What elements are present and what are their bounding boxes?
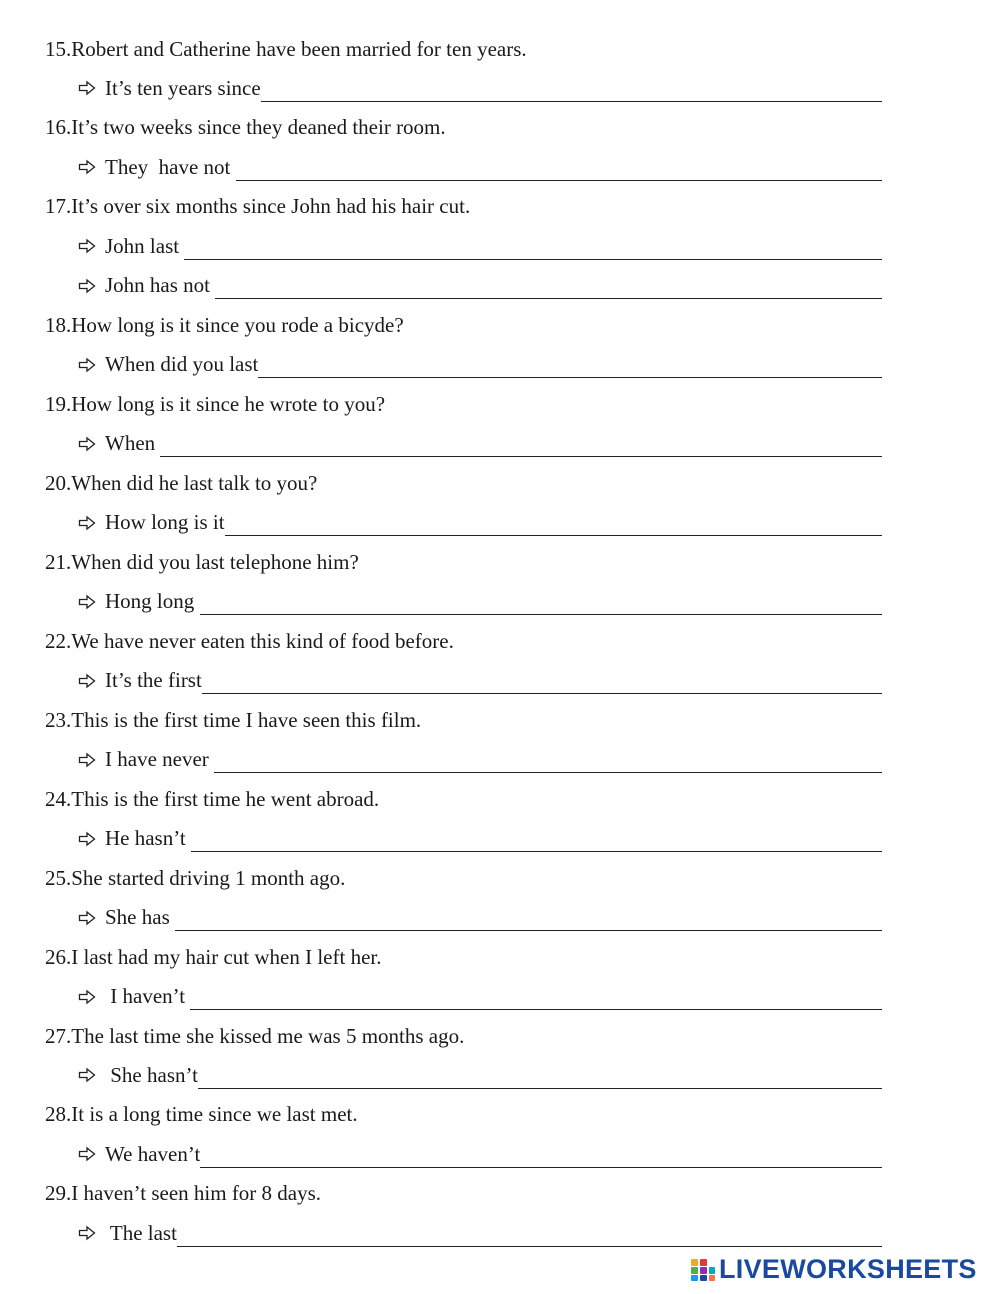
answer-prefix: Hong long	[105, 589, 200, 614]
question-number: 25.	[45, 865, 72, 890]
question-text: The last time she kissed me was 5 months ago.	[71, 1023, 465, 1048]
question-20	[45, 468, 317, 498]
question-number: 20.	[45, 470, 72, 495]
answer-blank-input[interactable]	[184, 237, 882, 260]
outline-right-arrow-icon	[78, 594, 96, 610]
answer-line	[78, 231, 882, 261]
liveworksheets-logo-icon	[690, 1256, 716, 1282]
question-number: 28.	[45, 1102, 72, 1127]
answer-prefix: When did you last	[105, 352, 259, 377]
outline-right-arrow-icon	[78, 159, 96, 175]
answer-blank-input[interactable]	[175, 908, 882, 931]
question-number: 18.	[45, 312, 72, 337]
answer-prefix: It’s the first	[105, 668, 202, 693]
answer-blank-input[interactable]	[225, 513, 882, 536]
question-18	[45, 310, 404, 340]
answer-line	[78, 350, 882, 380]
answer-prefix: I haven’t	[105, 984, 191, 1009]
question-23	[45, 705, 421, 735]
answer-line	[78, 1218, 882, 1248]
question-number: 29.	[45, 1181, 72, 1206]
question-text: Robert and Catherine have been married for ten years.	[71, 36, 527, 61]
liveworksheets-logo-text: LIVEWORKSHEETS	[719, 1253, 977, 1284]
question-number: 26.	[45, 944, 72, 969]
question-text: How long is it since you rode a bicyde?	[71, 312, 404, 337]
question-number: 15.	[45, 36, 72, 61]
answer-blank-input[interactable]	[200, 592, 883, 615]
question-19	[45, 389, 385, 419]
question-number: 22.	[45, 628, 72, 653]
outline-right-arrow-icon	[78, 278, 96, 294]
answer-blank-input[interactable]	[190, 987, 882, 1010]
outline-right-arrow-icon	[78, 910, 96, 926]
answer-blank-input[interactable]	[191, 829, 882, 852]
question-16	[45, 113, 446, 143]
answer-line	[78, 745, 882, 775]
answer-blank-input[interactable]	[215, 276, 882, 299]
question-22	[45, 626, 454, 656]
answer-line	[78, 429, 882, 459]
answer-prefix: John has not	[105, 273, 216, 298]
answer-blank-input[interactable]	[200, 1145, 882, 1168]
question-text: She started driving 1 month ago.	[71, 865, 346, 890]
question-text: I haven’t seen him for 8 days.	[71, 1181, 322, 1206]
answer-prefix: They have not	[105, 154, 236, 179]
question-number: 23.	[45, 707, 72, 732]
question-text: It is a long time since we last met.	[71, 1102, 358, 1127]
answer-prefix: She hasn’t	[105, 1062, 198, 1087]
answer-blank-input[interactable]	[160, 434, 882, 457]
question-text: When did he last talk to you?	[71, 470, 318, 495]
answer-blank-input[interactable]	[261, 79, 882, 102]
answer-line	[78, 982, 882, 1012]
outline-right-arrow-icon	[78, 80, 96, 96]
question-number: 21.	[45, 549, 72, 574]
answer-line	[78, 1060, 882, 1090]
question-15	[45, 34, 527, 64]
question-17	[45, 192, 470, 222]
question-24	[45, 784, 379, 814]
outline-right-arrow-icon	[78, 515, 96, 531]
outline-right-arrow-icon	[78, 357, 96, 373]
answer-prefix: The last	[105, 1220, 177, 1245]
question-number: 24.	[45, 786, 72, 811]
question-text: We have never eaten this kind of food before.	[71, 628, 454, 653]
answer-prefix: It’s ten years since	[105, 75, 261, 100]
liveworksheets-logo[interactable]	[690, 1254, 977, 1284]
answer-blank-input[interactable]	[198, 1066, 882, 1089]
answer-line	[78, 508, 882, 538]
answer-prefix: He hasn’t	[105, 826, 191, 851]
answer-line	[78, 587, 882, 617]
answer-prefix: We haven’t	[105, 1141, 201, 1166]
question-27	[45, 1021, 464, 1051]
question-number: 19.	[45, 391, 72, 416]
question-28	[45, 1100, 358, 1130]
question-number: 17.	[45, 194, 72, 219]
question-text: How long is it since he wrote to you?	[71, 391, 386, 416]
answer-line	[78, 903, 882, 933]
answer-prefix: I have never	[105, 747, 215, 772]
question-text: I last had my hair cut when I left her.	[71, 944, 382, 969]
outline-right-arrow-icon	[78, 1146, 96, 1162]
question-text: It’s two weeks since they deaned their room.	[71, 115, 446, 140]
question-29	[45, 1179, 321, 1209]
question-number: 16.	[45, 115, 72, 140]
question-text: This is the first time I have seen this film.	[71, 707, 422, 732]
answer-line	[78, 152, 882, 182]
answer-blank-input[interactable]	[214, 750, 882, 773]
outline-right-arrow-icon	[78, 752, 96, 768]
answer-prefix: How long is it	[105, 510, 225, 535]
outline-right-arrow-icon	[78, 1067, 96, 1083]
question-25	[45, 863, 345, 893]
answer-blank-input[interactable]	[202, 671, 882, 694]
question-21	[45, 547, 359, 577]
question-text: This is the first time he went abroad.	[71, 786, 380, 811]
outline-right-arrow-icon	[78, 989, 96, 1005]
question-text: When did you last telephone him?	[71, 549, 359, 574]
outline-right-arrow-icon	[78, 436, 96, 452]
answer-prefix: When	[105, 431, 161, 456]
answer-blank-input[interactable]	[177, 1224, 882, 1247]
answer-blank-input[interactable]	[236, 158, 882, 181]
outline-right-arrow-icon	[78, 831, 96, 847]
answer-line	[78, 824, 882, 854]
outline-right-arrow-icon	[78, 238, 96, 254]
question-number: 27.	[45, 1023, 72, 1048]
question-26	[45, 942, 381, 972]
outline-right-arrow-icon	[78, 673, 96, 689]
question-text: It’s over six months since John had his hair cut.	[71, 194, 471, 219]
outline-right-arrow-icon	[78, 1225, 96, 1241]
answer-line	[78, 666, 882, 696]
answer-prefix: She has	[105, 905, 175, 930]
answer-prefix: John last	[105, 233, 185, 258]
answer-blank-input[interactable]	[258, 355, 882, 378]
answer-line	[78, 1139, 882, 1169]
answer-line	[78, 271, 882, 301]
answer-line	[78, 73, 882, 103]
